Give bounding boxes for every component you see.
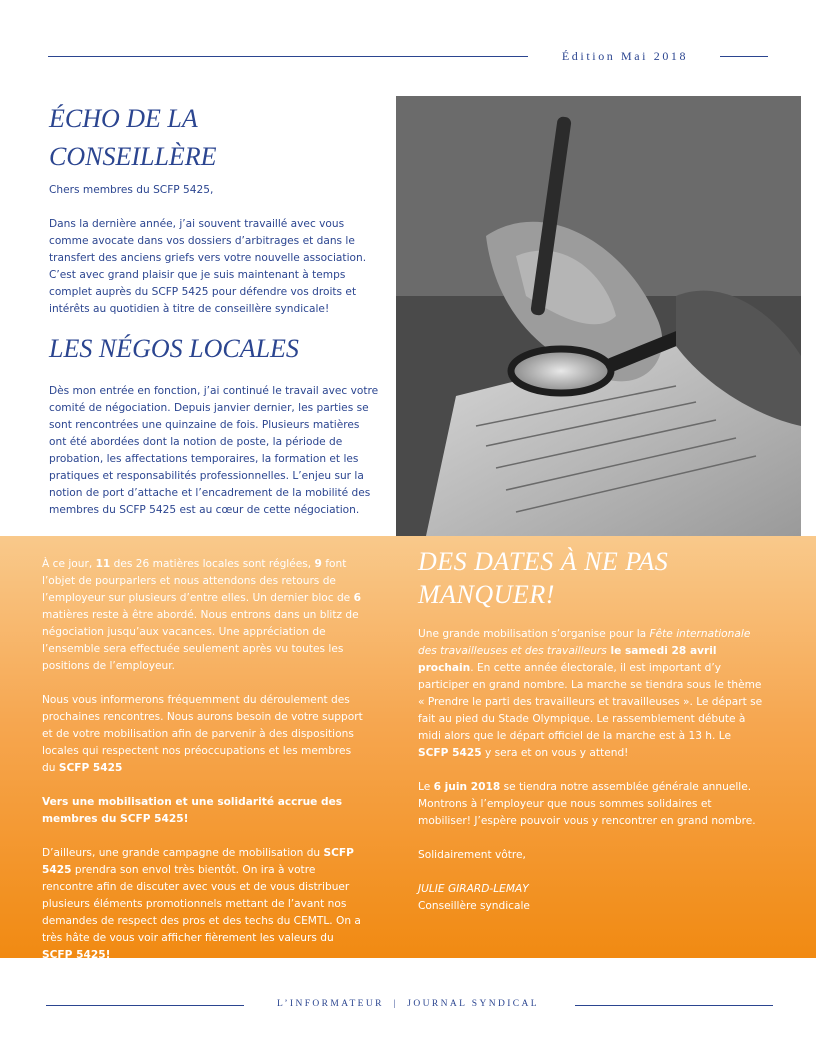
- signature-role: Conseillère syndicale: [418, 900, 530, 912]
- right-paragraph-2: Le 6 juin 2018 se tiendra notre assemblée générale annuelle. Montrons à l’employeur que nous sommes solidaires et mobiliser! J’espère pouvoir vous y rencontrer en grand nombre.: [418, 781, 756, 827]
- left-paragraph-1: À ce jour, 11 des 26 matières locales sont réglées, 9 font l’objet de pourparlers et nous attendons des retours de l’employeur sur plusieurs d’entre elles. Un dernier bloc de 6 matières reste à être abordé. Nous entrons dans un blitz de négociation jusqu’aux vacances. Une appréciation de l’ensemble sera effectuée seulement après vu toutes les positions de l’employeur.: [42, 558, 361, 672]
- negos-paragraph: Dès mon entrée en fonction, j’ai continué le travail avec votre comité de négociation. Depuis janvier dernier, les parties se sont rencontrées une quinzaine de fois. Plusieurs matières ont été abordées dont la notion de poste, la période de probation, les affectations temporaires, la formation et les pratiques et responsabilités professionnelles. L’enjeu sur la notion de port d’attache et l’encadrement de la mobilité des membres du SCFP 5425 est au cœur de cette négociation.: [49, 385, 379, 516]
- greeting: Chers membres du SCFP 5425,: [49, 184, 214, 196]
- section-title-negos: LES NÉGOS LOCALES: [49, 334, 299, 363]
- left-paragraph-4: D’ailleurs, une grande campagne de mobilisation du SCFP 5425 prendra son envol très bientôt. On ira à votre rencontre afin de discuter avec vous et de vous distribuer plusieurs éléments promotionnels mettant de l’avant nos demandes de respect des pros et des techs du CEMTL. On a très hâte de vous voir afficher fièrement les valeurs du SCFP 5425!: [42, 847, 361, 961]
- header-rule-left: [48, 56, 528, 57]
- left-column: [42, 556, 367, 981]
- edition-label: Édition Mai 2018: [561, 49, 689, 63]
- right-column: [418, 626, 763, 915]
- left-paragraph-3: Vers une mobilisation et une solidarité accrue des membres du SCFP 5425!: [42, 796, 343, 825]
- magnifying-glass-photo: [396, 96, 801, 536]
- section-title-dates: DES DATES À NE PAS MANQUER!: [418, 547, 669, 609]
- footer-label: L’INFORMATEUR | JOURNAL SYNDICAL: [277, 999, 539, 1009]
- section-title-echo: ÉCHO DE LA CONSEILLÈRE: [49, 104, 217, 171]
- section-negos-body: [49, 383, 379, 536]
- photo-illustration: [396, 96, 801, 536]
- right-paragraph-1: Une grande mobilisation s’organise pour la Fête internationale des travailleuses et des travailleurs le samedi 28 avril prochain. En cette année électorale, il est important d’y participer en grand nombre. La marche se tiendra sous le thème « Prendre le parti des travailleurs et travailleuses ». Le départ se fait au pied du Stade Olympique. Le rassemblement débute à midi alors que le départ officiel de la marche est à 13 h. Le SCFP 5425 y sera et on vous y attend!: [418, 628, 763, 759]
- footer-rule-left: [46, 1005, 244, 1006]
- footer-rule-right: [575, 1005, 773, 1006]
- closing: Solidairement vôtre,: [418, 849, 526, 861]
- section-echo-body: [49, 182, 379, 335]
- signature: JULIE GIRARD-LEMAY: [418, 883, 529, 895]
- header-rule-right: [720, 56, 768, 57]
- left-paragraph-2: Nous vous informerons fréquemment du déroulement des prochaines rencontres. Nous aurons besoin de votre support et de votre mobilisation afin de parvenir à des dispositions locales qui respectent nos préoccupations et les membres du SCFP 5425: [42, 694, 363, 774]
- echo-paragraph: Dans la dernière année, j’ai souvent travaillé avec vous comme avocate dans vos dossiers d’arbitrages et dans le transfert des anciens griefs vers votre nouvelle association. C’est avec grand plaisir que je suis maintenant à temps complet auprès du SCFP 5425 pour défendre vos droits et intérêts au quotidien à titre de conseillère syndicale!: [49, 218, 367, 315]
